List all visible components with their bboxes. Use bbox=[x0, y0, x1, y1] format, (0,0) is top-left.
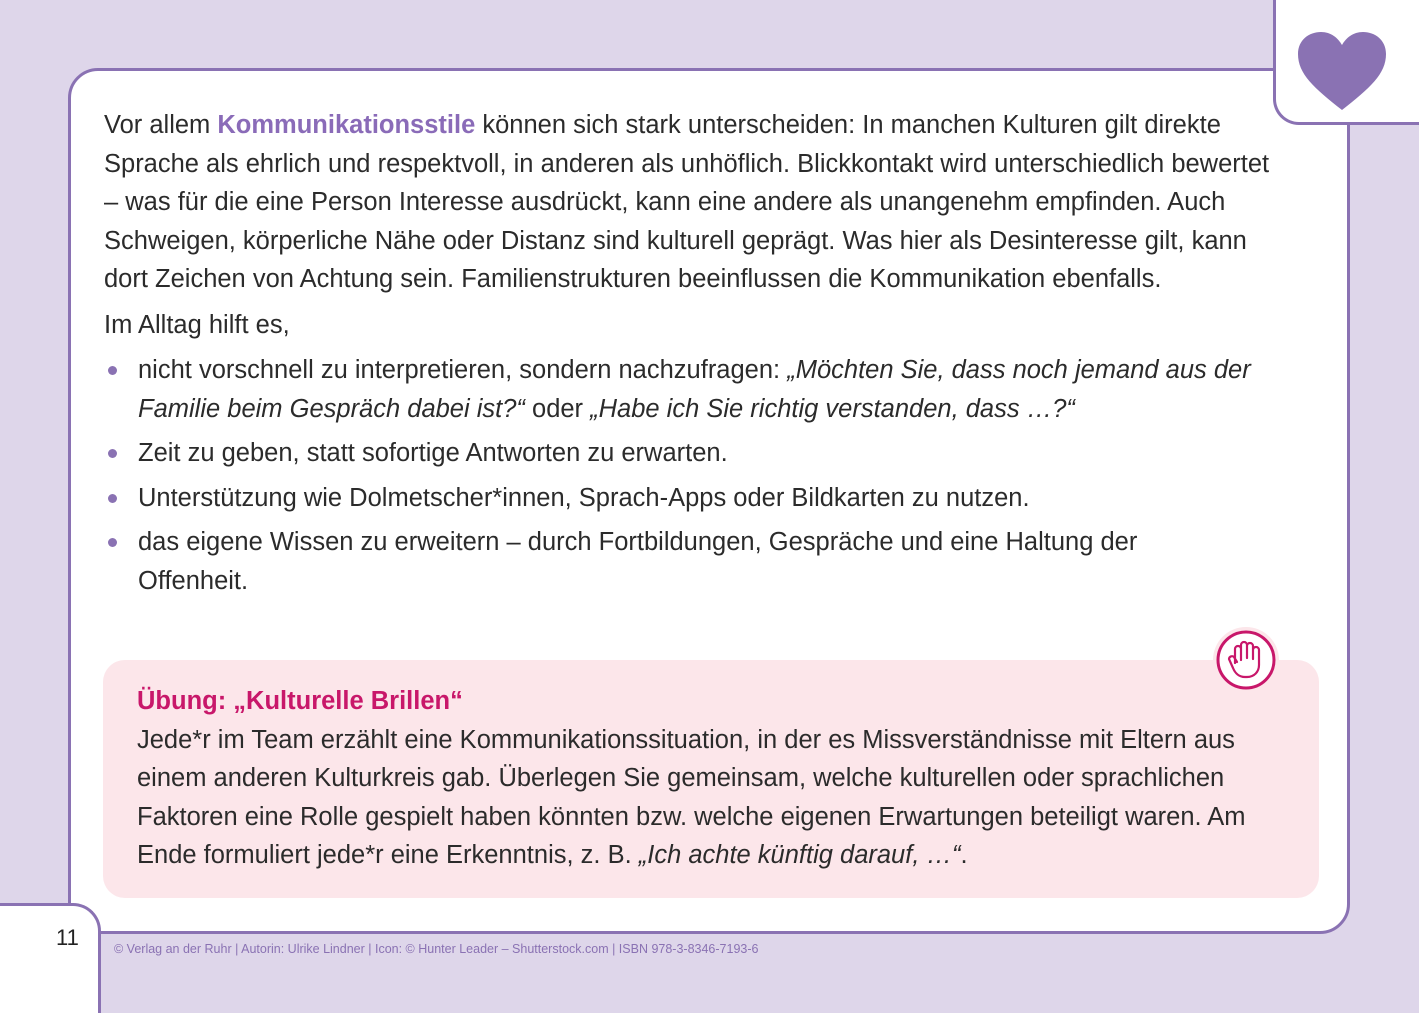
list-item bbox=[104, 523, 1158, 600]
exercise-box bbox=[103, 660, 1319, 898]
list-item-quote: „Habe ich Sie richtig verstanden, dass …?“ bbox=[590, 394, 1075, 423]
highlight-term: Kommunikationsstile bbox=[217, 111, 476, 139]
exercise-end: . bbox=[960, 841, 968, 869]
hand-icon bbox=[1213, 627, 1279, 693]
paragraph-communication-styles bbox=[104, 106, 1284, 299]
intro-line: Im Alltag hilft es, bbox=[104, 310, 290, 339]
list-item-text: nicht vorschnell zu interpretieren, sondern nachzufragen: bbox=[138, 356, 788, 384]
list-item-text: Zeit zu geben, statt sofortige Antworten zu erwarten. bbox=[138, 439, 728, 467]
page-number-tab bbox=[0, 903, 101, 1013]
main-text bbox=[104, 106, 1284, 606]
exercise-content bbox=[137, 682, 1297, 875]
list-item-text: das eigene Wissen zu erweitern – durch Fortbildungen, Gespräche und eine Haltung der Offenheit. bbox=[138, 528, 1138, 595]
list-item bbox=[104, 479, 1284, 518]
exercise-quote: „Ich achte künftig darauf, …“ bbox=[638, 841, 961, 869]
heart-icon bbox=[1294, 30, 1390, 112]
list-item-quote: „Möchten Sie, dass noch jemand aus der Familie beim Gespräch dabei ist?“ bbox=[138, 356, 1251, 423]
hand-badge bbox=[1213, 627, 1279, 693]
list-item bbox=[104, 351, 1284, 428]
heart-tab bbox=[1273, 0, 1419, 125]
list-item-connector: oder bbox=[524, 394, 591, 423]
exercise-title: Übung: „Kulturelle Brillen“ bbox=[137, 687, 463, 715]
footer-credits: © Verlag an der Ruhr | Autorin: Ulrike Lindner | Icon: © Hunter Leader – Shutterstock.com | ISBN 978-3-8346-7193-6 bbox=[114, 942, 759, 956]
tips-list bbox=[104, 351, 1284, 600]
exercise-body-text: Jede*r im Team erzählt eine Kommunikationssituation, in der es Missverständnisse mit Eltern aus einem anderen Kulturkreis gab. Überlegen Sie gemeinsam, welche kulturellen oder sprachlichen Faktoren eine Rolle gespielt haben könnten bzw. welche eigenen Erwartungen beteiligt waren. Am Ende formuliert jede*r eine Erkenntnis, z. B. bbox=[137, 725, 1246, 869]
page-number: 11 bbox=[56, 925, 79, 950]
paragraph-lead: Vor allem bbox=[104, 111, 218, 139]
exercise-body bbox=[137, 721, 1297, 875]
paragraph-rest: können sich stark unterscheiden: In manchen Kulturen gilt direkte Sprache als ehrlich und respektvoll, in anderen als unhöflich. Blickkontakt wird unterschiedlich bewertet – was für die eine Person Interesse ausdrückt, kann eine andere als unangenehm empfinden. Auch Schweigen, körperliche Nähe oder Distanz sind kulturell geprägt. Was hier als Desinteresse gilt, kann dort Zeichen von Achtung sein. Familienstrukturen beeinflussen die Kommunikation ebenfalls. bbox=[104, 111, 1270, 293]
list-item bbox=[104, 434, 1284, 473]
list-item-text: Unterstützung wie Dolmetscher*innen, Sprach-Apps oder Bildkarten zu nutzen. bbox=[138, 483, 1030, 512]
